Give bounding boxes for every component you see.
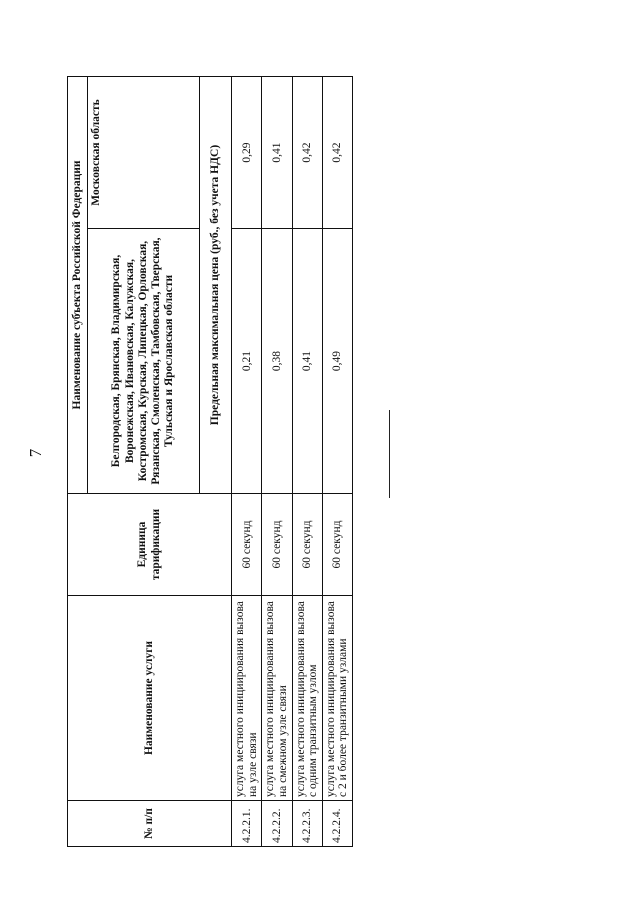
table-row xyxy=(262,77,292,847)
table-row xyxy=(232,77,262,847)
page-number: 7 xyxy=(26,448,45,458)
row-unit: 60 секунд xyxy=(232,494,262,596)
row-price-moscow: 0,29 xyxy=(232,77,262,229)
row-num: 4.2.2.4. xyxy=(322,801,352,847)
row-service: услуга местного инициирования вызова с одним транзитным узлом xyxy=(292,596,322,801)
table-row xyxy=(292,77,322,847)
header-price: Предельная максимальная цена (руб., без учета НДС) xyxy=(200,77,232,494)
row-service: услуга местного инициирования вызова на смежном узле связи xyxy=(262,596,292,801)
header-moscow-region: Московская область xyxy=(88,77,200,229)
row-service: услуга местного инициирования вызова с 2 и более транзитными узлами xyxy=(322,596,352,801)
row-service: услуга местного инициирования вызова на узле связи xyxy=(232,596,262,801)
tariff-table-wrapper xyxy=(67,77,350,847)
row-price-moscow: 0,42 xyxy=(322,77,352,229)
row-unit: 60 секунд xyxy=(322,494,352,596)
row-price-regions: 0,49 xyxy=(322,229,352,494)
header-num: № п/п xyxy=(68,801,232,847)
row-unit: 60 секунд xyxy=(262,494,292,596)
header-subject: Наименование субъекта Российской Федерации xyxy=(68,77,88,494)
row-price-regions: 0,41 xyxy=(292,229,322,494)
row-num: 4.2.2.1. xyxy=(232,801,262,847)
header-unit: Единица тарификации xyxy=(68,494,232,596)
rotated-table-container xyxy=(67,77,350,847)
header-service: Наименование услуги xyxy=(68,596,232,801)
header-regions-group: Белгородская, Брянская, Владимирская, Воронежская, Ивановская, Калужская, Костромская, Курская, Липецкая, Орловская, Рязанская, Смоленская, Тамбовская, Тверская, Тульская и Ярославская области xyxy=(88,229,200,494)
row-num: 4.2.2.3. xyxy=(292,801,322,847)
divider-line xyxy=(389,410,390,498)
tariff-table xyxy=(67,76,353,847)
row-price-moscow: 0,41 xyxy=(262,77,292,229)
row-price-regions: 0,38 xyxy=(262,229,292,494)
table-row xyxy=(322,77,352,847)
row-price-regions: 0,21 xyxy=(232,229,262,494)
row-price-moscow: 0,42 xyxy=(292,77,322,229)
row-num: 4.2.2.2. xyxy=(262,801,292,847)
row-unit: 60 секунд xyxy=(292,494,322,596)
